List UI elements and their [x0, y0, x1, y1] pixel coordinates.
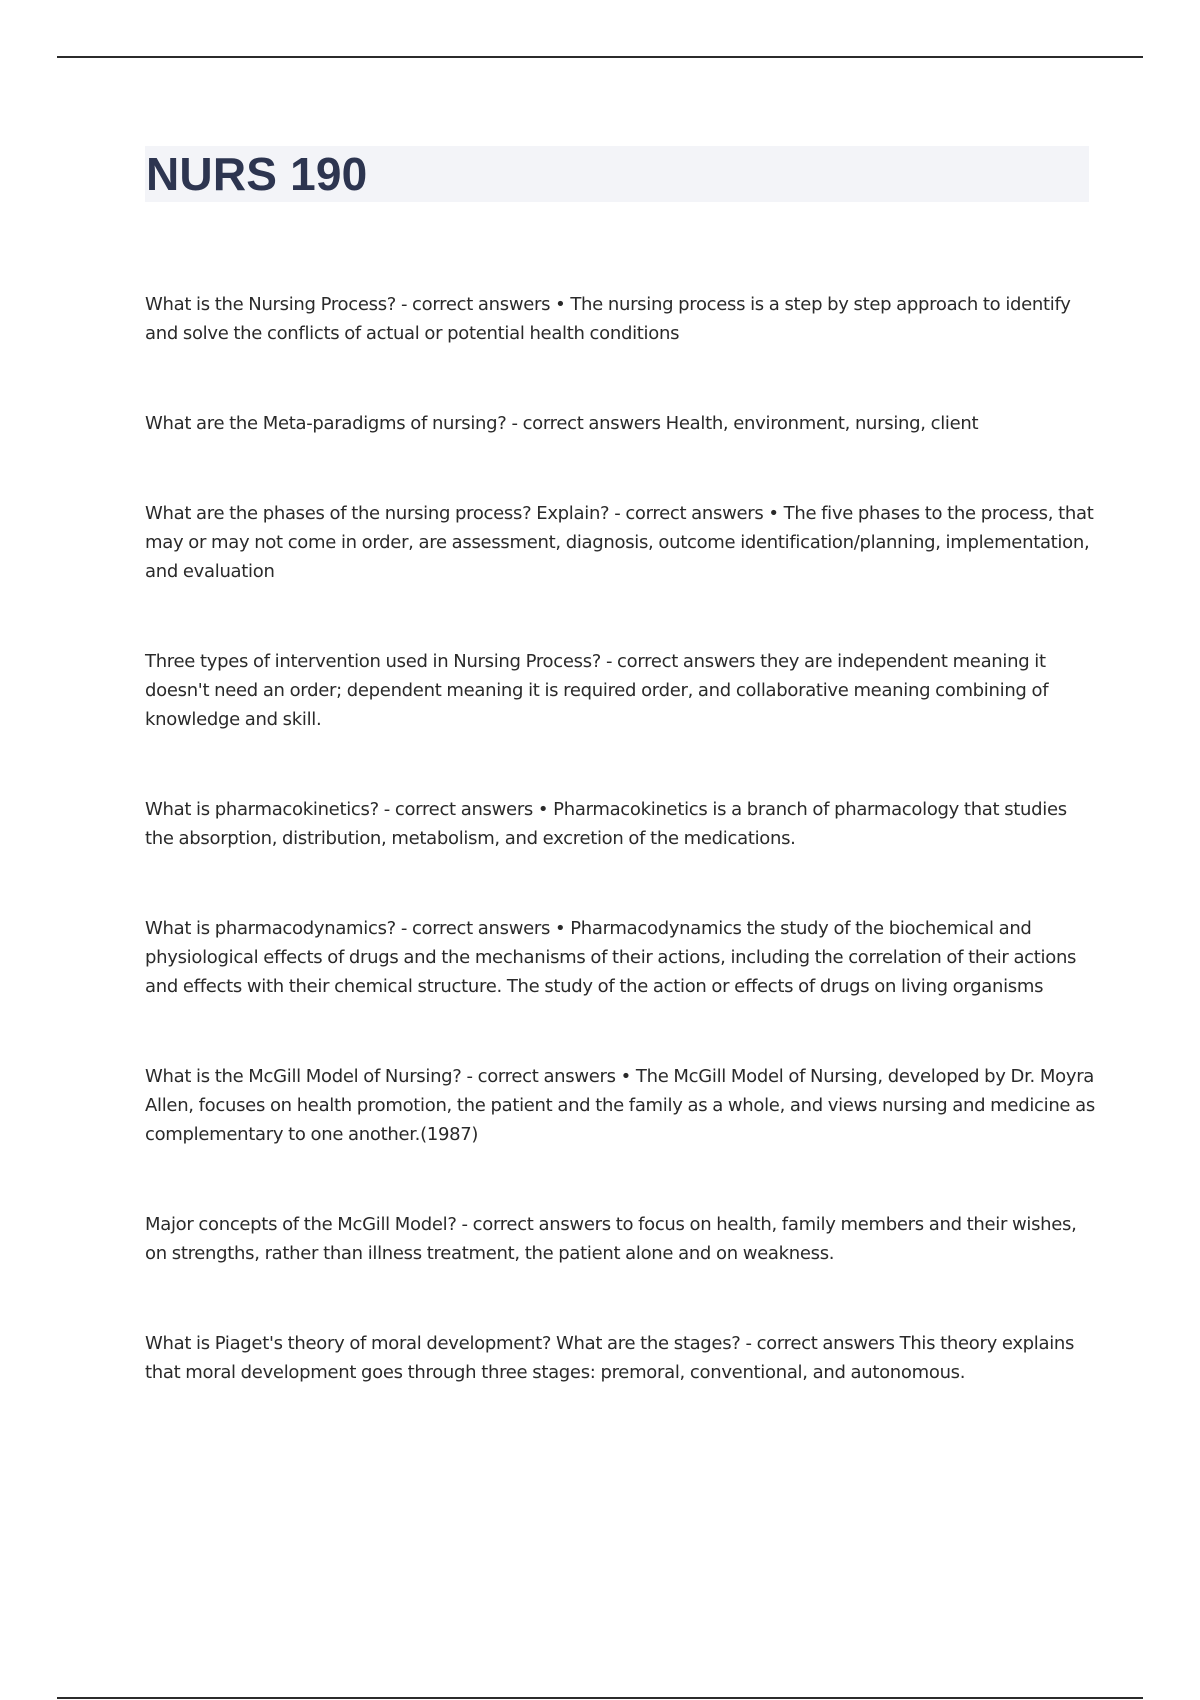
- qa-item: Major concepts of the McGill Model? - correct answers to focus on health, family members and their wishes, on strengths, rather than illness treatment, the patient alone and on weakness.: [145, 1214, 1077, 1264]
- qa-item: What is Piaget's theory of moral development? What are the stages? - correct answers This theory explains that moral development goes through three stages: premoral, conventional, and autonomous.: [145, 1333, 1075, 1383]
- qa-item: Three types of intervention used in Nursing Process? - correct answers they are independent meaning it doesn't need an order; dependent meaning it is required order, and collaborative meaning combining of knowledge and skill.: [145, 651, 1049, 730]
- qa-item: What are the Meta-paradigms of nursing? - correct answers Health, environment, nursing, client: [145, 413, 979, 434]
- qa-item: What is pharmacokinetics? - correct answers • Pharmacokinetics is a branch of pharmacology that studies the absorption, distribution, metabolism, and excretion of the medications.: [145, 799, 1067, 849]
- qa-list: [145, 290, 1095, 1448]
- qa-item: What is the Nursing Process? - correct answers • The nursing process is a step by step approach to identify and solve the conflicts of actual or potential health conditions: [145, 294, 1071, 344]
- qa-item: What are the phases of the nursing process? Explain? - correct answers • The five phases to the process, that may or may not come in order, are assessment, diagnosis, outcome identification/planning, implementation, and evaluation: [145, 503, 1094, 582]
- top-rule: [57, 56, 1143, 58]
- qa-item: What is pharmacodynamics? - correct answers • Pharmacodynamics the study of the biochemical and physiological effects of drugs and the mechanisms of their actions, including the correlation of their actions and effects with their chemical structure. The study of the action or effects of drugs on living organisms: [145, 918, 1077, 997]
- bottom-rule: [57, 1697, 1143, 1699]
- qa-item: What is the McGill Model of Nursing? - correct answers • The McGill Model of Nursing, developed by Dr. Moyra Allen, focuses on health promotion, the patient and the family as a whole, and views nursing and medicine as complementary to one another.(1987): [145, 1066, 1095, 1145]
- document-title: NURS 190: [146, 148, 368, 200]
